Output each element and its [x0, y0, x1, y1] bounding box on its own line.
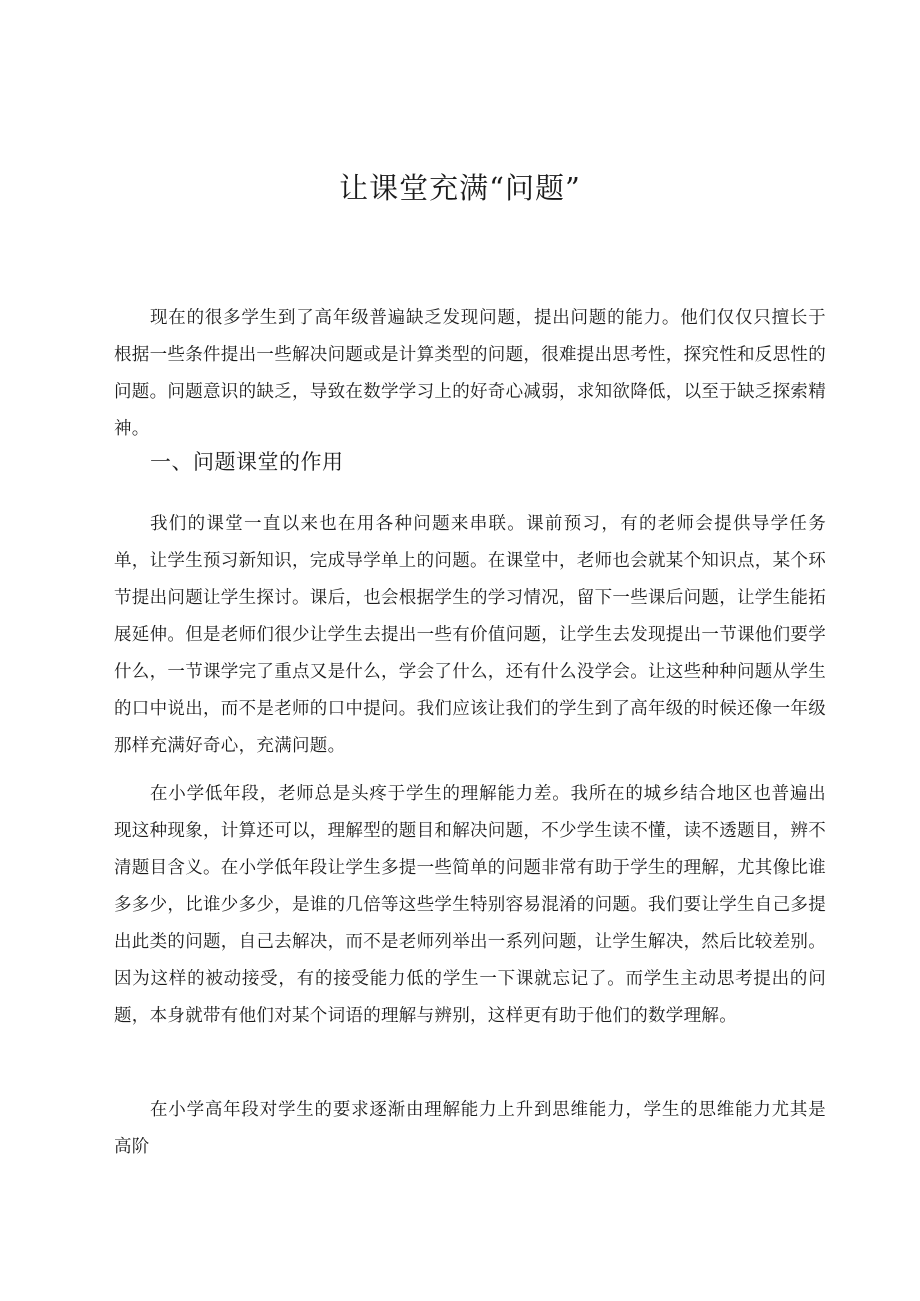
paragraph-section-1-a: 我们的课堂一直以来也在用各种问题来串联。课前预习，有的老师会提供导学任务单，让学生预习新知识，完成导学单上的问题。在课堂中，老师也会就某个知识点，某个环节提出问题让学生探讨。课后，也会根据学生的学习情况，留下一些课后问题，让学生能拓展延伸。但是老师们很少让学生去提出一些有价值问题，让学生去发现提出一节课他们要学什么，一节课学完了重点又是什么，学会了什么，还有什么没学会。让这些种种问题从学生的口中说出，而不是老师的口中提问。我们应该让我们的学生到了高年级的时候还像一年级那样充满好奇心，充满问题。: [114, 514, 826, 756]
section-heading-1: 一、问题课堂的作用: [150, 450, 344, 474]
paragraph-section-1-b: 在小学低年段，老师总是头疼于学生的理解能力差。我所在的城乡结合地区也普遍出现这种现象，计算还可以，理解型的题目和解决问题，不少学生读不懂，读不透题目，辨不清题目含义。在小学低年段让学生多提一些简单的问题非常有助于学生的理解，尤其像比谁多多少，比谁少多少，是谁的几倍等这些学生特别容易混淆的问题。我们要让学生自己多提出此类的问题，自己去解决，而不是老师列举出一系列问题，让学生解决，然后比较差别。因为这样的被动接受，有的接受能力低的学生一下课就忘记了。而学生主动思考提出的问题，本身就带有他们对某个词语的理解与辨别，这样更有助于他们的数学理解。: [114, 784, 826, 1026]
paragraph-intro: 现在的很多学生到了高年级普遍缺乏发现问题，提出问题的能力。他们仅仅只擅长于根据一些条件提出一些解决问题或是计算类型的问题，很难提出思考性，探究性和反思性的问题。问题意识的缺乏，导致在数学学习上的好奇心减弱，求知欲降低，以至于缺乏探索精神。: [114, 308, 826, 439]
document-title: 让课堂充满“问题”: [339, 171, 581, 205]
paragraph-section-1-c: 在小学高年段对学生的要求逐渐由理解能力上升到思维能力，学生的思维能力尤其是高阶: [114, 1100, 826, 1157]
